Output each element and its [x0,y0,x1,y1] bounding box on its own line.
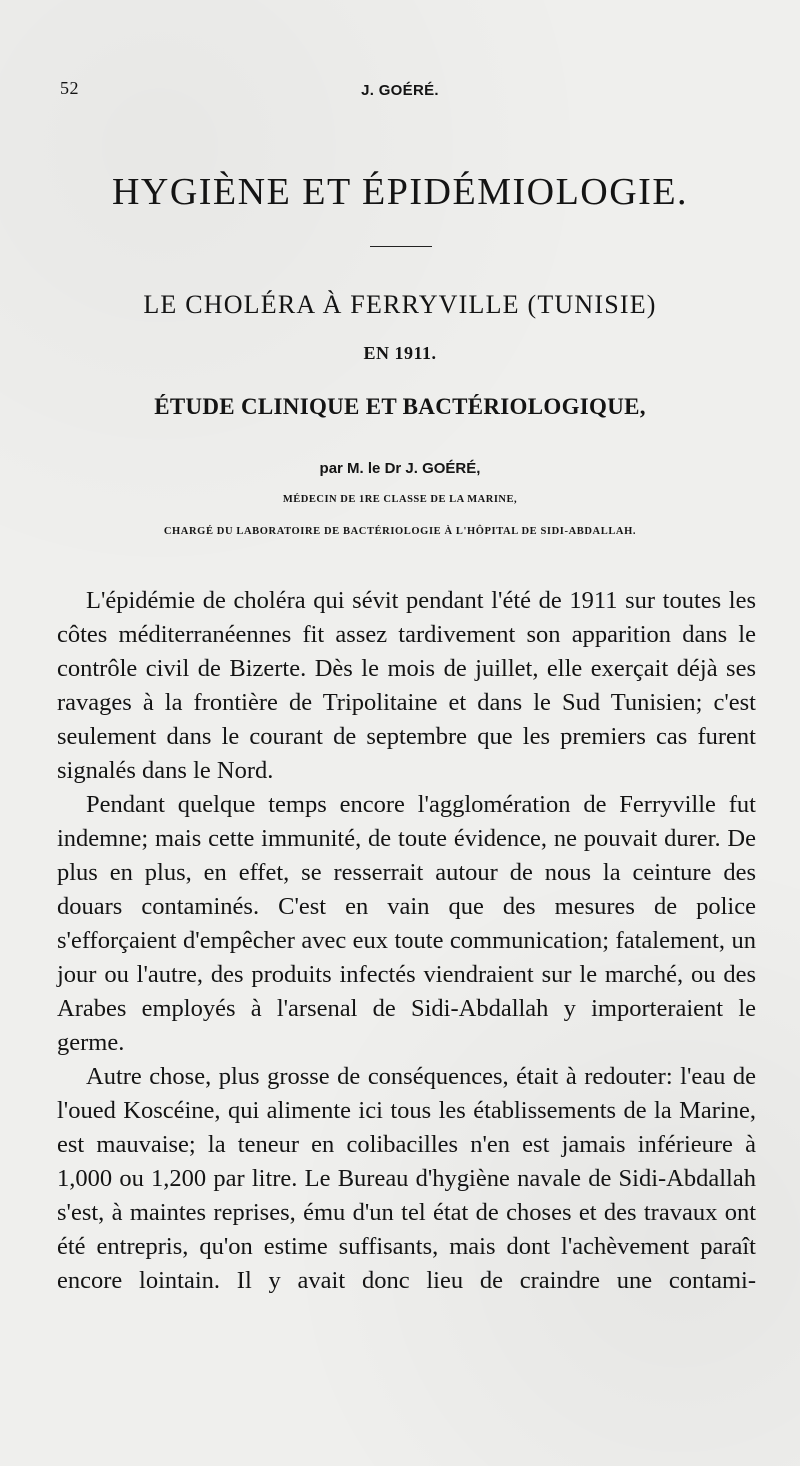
paragraph: L'épidémie de choléra qui sévit pendant l'été de 1911 sur toutes les côtes méditerranéennes fit assez tardivement son apparition dans le contrôle civil de Bizerte. Dès le mois de juillet, elle exerçait déjà ses ravages à la frontière de Tripolitaine et dans le Sud Tunisien; c'est seulement dans le courant de septembre que les premiers cas furent signalés dans le Nord. [57,587,756,784]
article-body [57,584,756,1298]
article-subtitle: ÉTUDE CLINIQUE ET BACTÉRIOLOGIQUE, [154,394,646,419]
paragraph: Pendant quelque temps encore l'agglomération de Ferryville fut indemne; mais cette immunité, de toute évidence, ne pouvait durer. De plus en plus, en effet, se resserrait autour de nous la ceinture des douars contaminés. C'est en vain que des mesures de police s'efforçaient d'empêcher avec eux toute communication; fatalement, un jour ou l'autre, des produits infectés viendraient sur le marché, ou des Arabes employés à l'arsenal de Sidi-Abdallah y importeraient le germe. [57,791,756,1056]
running-head: J. GOÉRÉ. [361,82,439,99]
author-title: MÉDECIN DE 1RE CLASSE DE LA MARINE, [282,494,518,505]
author-affiliation: CHARGÉ DU LABORATOIRE DE BACTÉRIOLOGIE À L'HÔPITAL DE SIDI-ABDALLAH. [163,526,637,537]
author-byline: par M. le Dr J. GOÉRÉ, [319,460,481,477]
article-title: LE CHOLÉRA À FERRYVILLE (TUNISIE) [143,290,657,319]
section-title: HYGIÈNE ET ÉPIDÉMIOLOGIE. [111,171,689,213]
page-number: 52 [60,78,79,98]
title-divider [370,246,432,247]
article-year: EN 1911. [363,343,437,363]
paragraph: Autre chose, plus grosse de conséquences, était à redouter: l'eau de l'oued Koscéine, qui alimente ici tous les établissements de la Marine, est mauvaise; la teneur en colibacilles n'en est jamais inférieure à 1,000 ou 1,200 par litre. Le Bureau d'hygiène navale de Sidi-Abdallah s'est, à maintes reprises, ému d'un tel état de choses et des travaux ont été entrepris, qu'on estime suffisants, mais dont l'achèvement paraît encore lointain. Il y avait donc lieu de craindre une contami- [57,1063,756,1294]
